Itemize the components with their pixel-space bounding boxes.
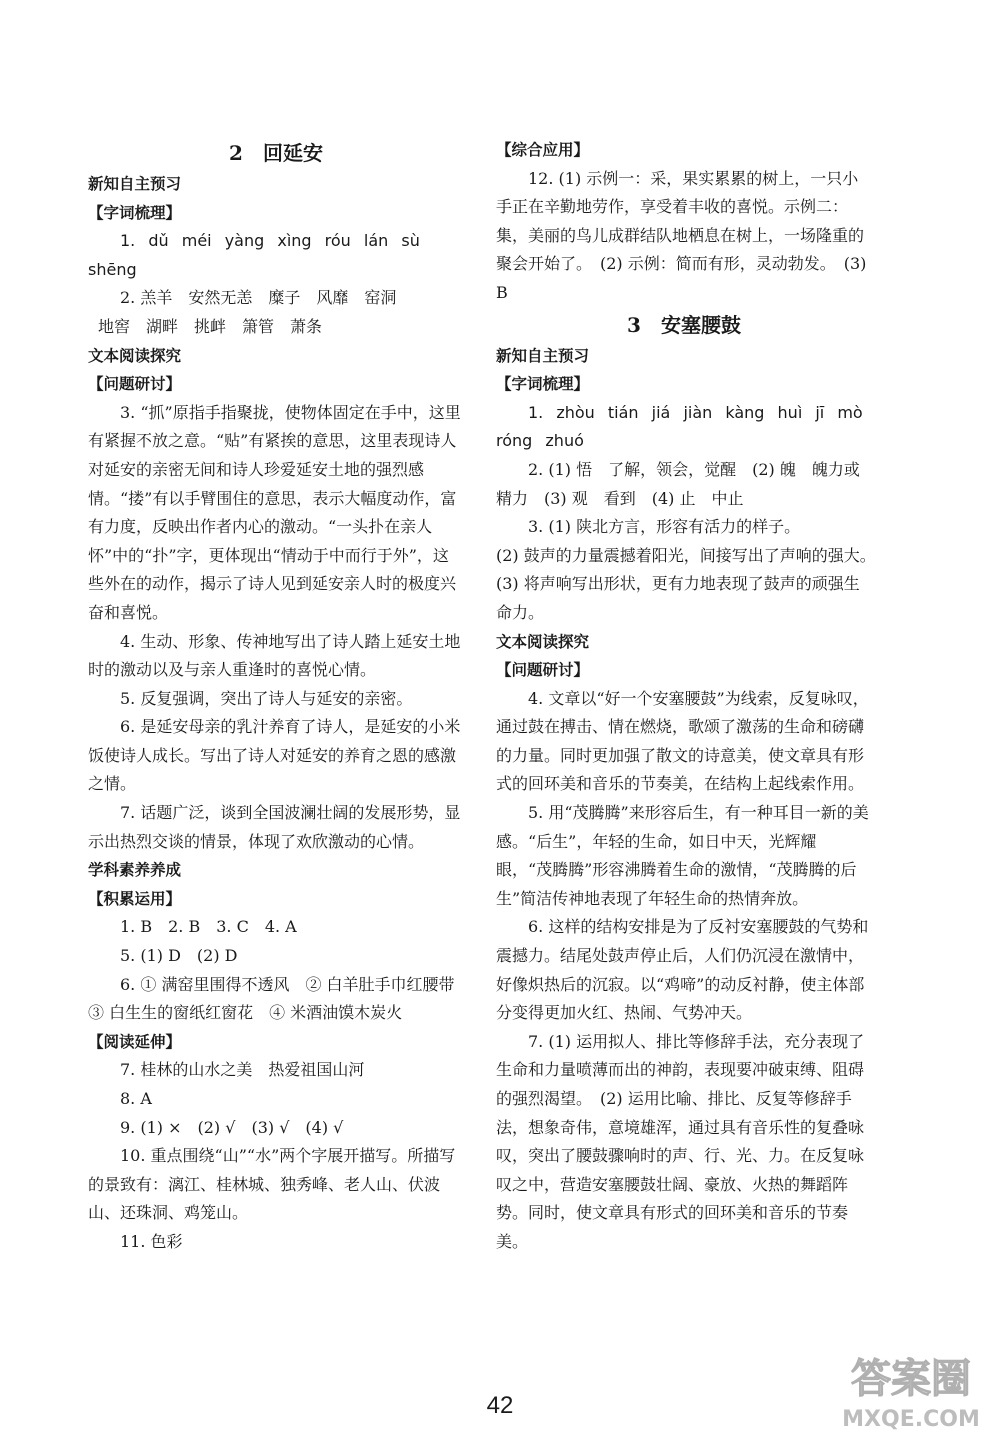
answer-item: 5. (1) D (2) D xyxy=(120,946,238,966)
section-heading: 文本阅读探究 xyxy=(496,632,590,651)
answer-item: 6. 这样的结构安排是为了反衬安塞腰鼓的气势和震撼力。结尾处鼓声停止后，人们仍沉浸在激情中，好像炽热后的沉寂。以“鸡啼”的动反衬静，使主体部分变得更加火红、热闹、气势冲天。 xyxy=(496,917,869,1023)
subsection-heading: 【问题研讨】 xyxy=(88,375,182,394)
right-column xyxy=(496,136,884,1257)
answer-item: 3. (1) 陕北方言，形容有活力的样子。 xyxy=(528,517,801,537)
left-column xyxy=(88,136,471,1257)
subsection-heading: 【阅读延伸】 xyxy=(88,1032,182,1051)
section-heading: 新知自主预习 xyxy=(88,175,182,193)
subsection-heading: 【字词梳理】 xyxy=(496,375,590,394)
watermark-logo-text: 答案圈 xyxy=(851,1356,971,1402)
answer-item: 10. 重点围绕“山”“水”两个字展开描写。所描写的景致有：漓江、桂林城、独秀峰、老人山、伏波山、还珠洞、鸡笼山。 xyxy=(88,1146,456,1223)
section-heading: 文本阅读探究 xyxy=(88,346,182,365)
answer-item: 9. (1) × (2) √ (3) √ (4) √ xyxy=(120,1117,344,1137)
answer-item: 12. (1) 示例一：采，果实累累的树上，一只小手正在辛勤地劳作，享受着丰收的喜悦。示例二：集，美丽的鸟儿成群结队地栖息在树上，一场隆重的聚会开始了。 (2) 示例：简而有形，灵动勃发。 (3) B xyxy=(496,168,867,302)
answer-item: 7. 话题广泛，谈到全国波澜壮阔的发展形势，显示出热烈交谈的情景，体现了欢欣激动的心情。 xyxy=(88,803,461,851)
answer-item: 4. 文章以“好一个安塞腰鼓”为线索，反复咏叹，通过鼓在搏击、情在燃烧，歌颂了激荡的生命和磅礴的力量。同时更加强了散文的诗意美，使文章具有形式的回环美和音乐的节奏美，在结构上起线索作用。 xyxy=(496,688,869,794)
page-number: 42 xyxy=(486,1392,514,1419)
section-heading: 学科素养养成 xyxy=(88,861,182,880)
answer-item: 5. 反复强调，突出了诗人与延安的亲密。 xyxy=(120,688,413,708)
answer-item: 5. 用“茂腾腾”来形容后生，有一种耳目一新的美感。“后生”，年轻的生命，如日中天，光辉耀眼，“茂腾腾”形容沸腾着生命的激情，“茂腾腾的后生”简洁传神地表现了年轻生命的热情奔放。 xyxy=(496,803,869,908)
answer-item: 8. A xyxy=(120,1089,152,1108)
watermark-url: MXQE.COM xyxy=(842,1407,980,1432)
answer-item: 4. 生动、形象、传神地写出了诗人踏上延安土地时的激动以及与亲人重逢时的喜悦心情。 xyxy=(88,631,461,680)
answer-item: 3. “抓”原指手指聚拢，使物体固定在手中，这里有紧握不放之意。“贴”有紧挨的意思，这里表现诗人对延安的亲密无间和诗人珍爱延安土地的强烈感情。“搂”有以手臂围住的意思，表示大幅度动作，富有力度，反映出作者内心的激动。“一头扑在亲人怀”中的“扑”字，更体现出“情动于中而行于外”，这些外在的动作，揭示了诗人见到延安亲人时的极度兴奋和喜悦。 xyxy=(88,402,461,622)
section-heading: 新知自主预习 xyxy=(496,346,590,365)
subsection-heading: 【综合应用】 xyxy=(496,141,590,159)
answer-item: 2. 羔羊 安然无恙 糜子 风靡 窑洞 xyxy=(120,288,397,308)
subsection-heading: 【字词梳理】 xyxy=(88,203,182,222)
answer-item: 7. 桂林的山水之美 热爱祖国山河 xyxy=(120,1060,365,1080)
watermark-logo xyxy=(836,1346,986,1432)
answer-item: 1. zhòu tián jiá jiàn kàng huì jī mò róng zhuó xyxy=(496,402,863,451)
answer-item-continued: 地窖 湖畔 挑衅 箫管 萧条 xyxy=(98,316,323,336)
answer-item-continued: (2) 鼓声的力量震撼着阳光，间接写出了声响的强大。 (3) 将声响写出形状，更有力地表现了鼓声的顽强生命力。 xyxy=(496,545,884,622)
subsection-heading: 【积累运用】 xyxy=(88,889,182,908)
answer-item: 6. 是延安母亲的乳汁养育了诗人，是延安的小米饭使诗人成长。写出了诗人对延安的养育之恩的感激之情。 xyxy=(88,717,461,794)
lesson-title-2: 2 回延安 xyxy=(229,141,323,165)
answer-item: 2. (1) 悟 了解，领会，觉醒 (2) 魄 魄力或精力 (3) 观 看到 (4) 止 中止 xyxy=(496,459,860,508)
answer-item: 7. (1) 运用拟人、排比等修辞手法，充分表现了生命和力量喷薄而出的神韵，表现要冲破束缚、阻碍的强烈渴望。 (2) 运用比喻、排比、反复等修辞手法，想象奇伟，意境雄浑，通过具有音乐性的复叠咏叹，突出了腰鼓骤响时的声、行、光、力。在反复咏叹之中，营造安塞腰鼓壮阔、豪放、火热的舞蹈阵势。同时，使文章具有形式的回环美和音乐的节奏美。 xyxy=(496,1031,865,1251)
lesson-title-3: 3 安塞腰鼓 xyxy=(627,312,741,337)
answer-item: 11. 色彩 xyxy=(120,1231,183,1251)
answer-item: 6. ① 满窑里围得不透风 ② 白羊肚手巾红腰带 ③ 白生生的窗纸红窗花 ④ 米酒油馍木炭火 xyxy=(88,974,471,1023)
subsection-heading: 【问题研讨】 xyxy=(496,661,590,680)
answer-item: 1. B 2. B 3. C 4. A xyxy=(120,917,297,937)
answer-item: 1. dǔ méi yàng xìng róu lán sù shēng xyxy=(88,231,420,279)
